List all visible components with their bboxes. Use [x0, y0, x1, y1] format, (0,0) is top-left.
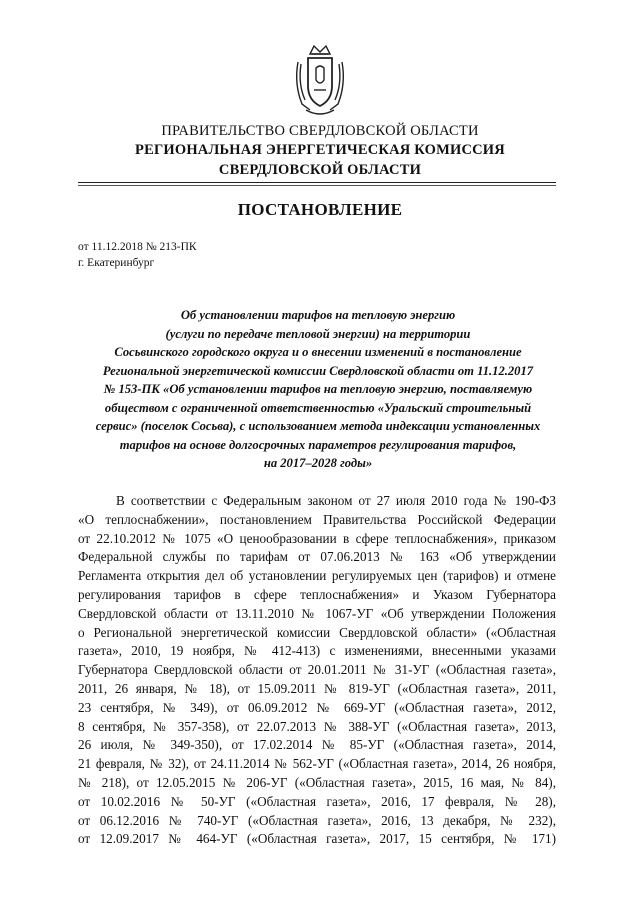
subject-line: № 153-ПК «Об установлении тарифов на тепловую энергию, поставляемую — [103, 382, 533, 396]
subject-line: Региональной энергетической комиссии Свердловской области от 11.12.2017 — [102, 363, 534, 378]
document-date-number: от 11.12.2018 № 213-ПК — [78, 241, 197, 253]
body-line: газета», 2010, 19 ноября, № 412-413) с изменениями, внесенными указами — [78, 643, 556, 659]
body-line: от 12.09.2017 № 464-УГ («Областная газета», 2017, 15 сентября, № 171) — [78, 831, 556, 847]
body-line: от 06.12.2016 № 740-УГ («Областная газета», 2016, 13 декабря, № 232), — [78, 812, 556, 828]
document-body-paragraph — [78, 492, 556, 849]
body-line: 8 сентября, № 357-358), от 22.07.2013 № 388-УГ («Областная газета», 2013, — [78, 718, 556, 734]
subject-line: сервис» (поселок Сосьва), с использованием метода индексации установленных — [95, 419, 541, 433]
header-divider — [78, 182, 556, 186]
body-line: Регламента открытия дел об установлении регулируемых цен (тарифов) и отмене — [78, 568, 556, 584]
body-line: 2011, 26 января, № 18), от 15.09.2011 № 819-УГ («Областная газета», 2011, — [78, 680, 556, 696]
subject-line: тарифов на основе долгосрочных параметров регулирования тарифов, — [119, 437, 517, 452]
body-line: Губернатора Свердловской области от 20.01.2011 № 31-УГ («Областная газета», — [78, 662, 556, 678]
body-line: от 22.10.2012 № 1075 «О ценообразовании в сфере теплоснабжения», приказом — [78, 530, 556, 546]
body-line: регулирования тарифов в сфере теплоснабжения» и Указом Губернатора — [78, 586, 556, 602]
subject-line: (услуги по передаче тепловой энергии) на территории — [165, 326, 471, 341]
coat-of-arms-icon — [292, 40, 348, 118]
header-commission-line: РЕГИОНАЛЬНАЯ ЭНЕРГЕТИЧЕСКАЯ КОМИССИЯ — [135, 142, 505, 158]
subject-line: обществом с ограниченной ответственностью «Уральский строительный — [104, 400, 532, 415]
body-line: 23 сентября, № 349), от 06.09.2012 № 669-УГ («Областная газета», 2012, — [78, 699, 556, 715]
subject-line: Об установлении тарифов на тепловую энергию — [180, 308, 456, 322]
body-line: Федеральной службы по тарифам от 07.06.2013 № 163 «Об утверждении — [78, 549, 556, 565]
body-line: Свердловской области от 13.11.2010 № 1067-УГ «Об утверждении Положения — [78, 605, 556, 621]
subject-line: Сосьвинского городского округа и о внесении изменений в постановление — [114, 345, 522, 359]
document-subject — [78, 306, 558, 473]
subject-line: на 2017–2028 годы» — [263, 456, 373, 470]
body-line: 26 июля, № 349-350), от 17.02.2014 № 85-УГ («Областная газета», 2014, — [78, 737, 556, 753]
document-city: г. Екатеринбург — [78, 257, 155, 269]
header-region-line: СВЕРДЛОВСКОЙ ОБЛАСТИ — [218, 162, 422, 178]
body-line: В соответствии с Федеральным законом от 27 июля 2010 года № 190-ФЗ — [116, 493, 556, 508]
document-type-title: ПОСТАНОВЛЕНИЕ — [237, 200, 403, 219]
body-line: от 10.02.2016 № 50-УГ («Областная газета», 2016, 17 февраля, № 28), — [78, 793, 556, 809]
body-line: 21 февраля, № 32), от 24.11.2014 № 562-УГ («Областная газета», 2014, 26 ноября, — [78, 756, 556, 772]
body-line: № 218), от 12.05.2015 № 206-УГ («Областная газета», 2015, 16 мая, № 84), — [78, 774, 556, 790]
header-government-line: ПРАВИТЕЛЬСТВО СВЕРДЛОВСКОЙ ОБЛАСТИ — [161, 123, 479, 139]
body-line: «О теплоснабжении», постановлением Правительства Российской Федерации — [78, 511, 556, 527]
body-line: о Региональной энергетической комиссии Свердловской области» («Областная — [78, 624, 556, 640]
